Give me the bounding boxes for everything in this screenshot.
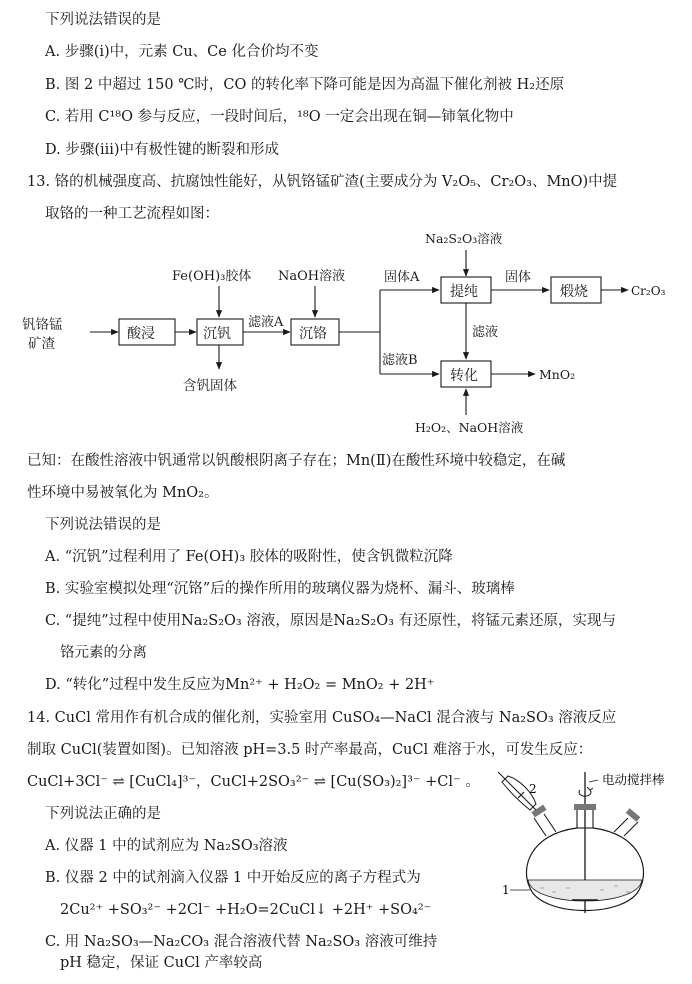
flask-liquid: [528, 880, 642, 901]
flow-mno2-label: MnO₂: [539, 367, 576, 382]
q13-known-line1: 已知：在酸性溶液中钒通常以钒酸根阴离子存在；Mn(Ⅱ)在酸性环境中较稳定，在碱: [27, 453, 566, 469]
q12-option-d: D. 步骤(iii)中有极性键的断裂和形成: [45, 142, 280, 158]
q14-option-b-line1: B. 仪器 2 中的试剂滴入仪器 1 中开始反应的离子方程式为: [45, 870, 421, 886]
flow-convert-label: 转化: [450, 368, 478, 384]
q14-option-c-line1: C. 用 Na₂SO₃—Na₂CO₃ 混合溶液代替 Na₂SO₃ 溶液可维持: [45, 934, 438, 950]
flow-solid-label: 固体: [505, 270, 532, 285]
q13-option-c-line2: 铬元素的分离: [60, 645, 147, 661]
q13-option-d: D. “转化”过程中发生反应为Mn²⁺ + H₂O₂ = MnO₂ + 2H⁺: [45, 677, 435, 693]
flow-solid-a-label: 固体A: [384, 270, 420, 285]
label-1: 1: [502, 883, 510, 897]
q13-known-line2: 性环境中易被氧化为 MnO₂。: [27, 485, 219, 501]
q14-option-c-line2: pH 稳定，保证 CuCl 产率较高: [60, 955, 263, 971]
right-neck: [614, 818, 638, 836]
flow-naoh-label: NaOH溶液: [278, 269, 346, 284]
center-stopper: [574, 804, 596, 810]
flow-calcine-label: 煅烧: [560, 284, 588, 300]
q13-option-c-line1: C. “提纯”过程中使用Na₂S₂O₃ 溶液，原因是Na₂S₂O₃ 有还原性，将锰元素还原，实现与: [45, 613, 617, 629]
flow-v-solid-label: 含钒固体: [183, 378, 237, 394]
q13-text-line2: 取铬的一种工艺流程如图：: [45, 206, 219, 222]
flow-na2s2o3-label: Na₂S₂O₃溶液: [425, 231, 503, 246]
q14-option-a: A. 仪器 1 中的试剂应为 Na₂SO₃溶液: [45, 838, 288, 854]
flow-raw-line1: 钒铬锰: [22, 317, 63, 333]
q12-option-c: C. 若用 C¹⁸O 参与反应，一段时间后，¹⁸O 一定会出现在铜—铈氧化物中: [45, 109, 514, 125]
q13-option-b: B. 实验室模拟处理“沉铬”后的操作所用的玻璃仪器为烧杯、漏斗、玻璃棒: [45, 581, 515, 597]
flow-filtrate-a-label: 滤液A: [248, 315, 284, 330]
q13-stem: 下列说法错误的是: [45, 517, 161, 533]
q13-option-a: A. “沉钒”过程利用了 Fe(OH)₃ 胶体的吸附性，使含钒微粒沉降: [45, 549, 453, 565]
flow-filtrate-b-label: 滤液B: [382, 353, 418, 368]
q14-option-b-line2: 2Cu²⁺ +SO₃²⁻ +2Cl⁻ +H₂O=2CuCl↓ +2H⁺ +SO₄²⁻: [60, 902, 432, 918]
flow-raw-line2: 矿渣: [28, 336, 55, 352]
q12-option-b: B. 图 2 中超过 150 ℃时，CO 的转化率下降可能是因为高温下催化剂被 H₂还原: [45, 77, 565, 93]
q13-process-flowchart: [20, 218, 680, 440]
flow-cr2o3-label: Cr₂O₃: [631, 284, 666, 298]
q14-text-line2: 制取 CuCl(装置如图)。已知溶液 pH=3.5 时产率最高，CuCl 难溶于水，可发生反应：: [27, 742, 593, 758]
q14-text-line3: CuCl+3Cl⁻ ⇌ [CuCl₄]³⁻，CuCl+2SO₃²⁻ ⇌ [Cu(SO₃)₂]³⁻ +Cl⁻ 。: [27, 774, 480, 790]
flow-fe-colloid-label: Fe(OH)₃胶体: [172, 269, 252, 284]
left-neck: [534, 814, 556, 836]
flow-acid-leach-label: 酸浸: [127, 326, 155, 342]
flow-cr-precip-label: 沉铬: [299, 326, 327, 342]
q12-stem: 下列说法错误的是: [45, 12, 161, 28]
q14-apparatus-figure: [490, 768, 692, 926]
q13-text-line1: 13. 铬的机械强度高、抗腐蚀性能好，从钒铬锰矿渣(主要成分为 V₂O₅、Cr₂O₃、MnO)中提: [27, 174, 618, 190]
stirrer-label: 电动搅拌棒: [602, 772, 665, 787]
q14-stem: 下列说法正确的是: [45, 806, 161, 822]
flow-v-precip-label: 沉钒: [203, 326, 231, 342]
q14-text-line1: 14. CuCl 常用作有机合成的催化剂，实验室用 CuSO₄—NaCl 混合液与 Na₂SO₃ 溶液反应: [27, 710, 617, 726]
flow-h2o2-label: H₂O₂、NaOH溶液: [415, 420, 524, 435]
label-2: 2: [529, 782, 537, 796]
flow-purify-label: 提纯: [450, 284, 478, 300]
flow-filtrate-label: 滤液: [472, 325, 499, 340]
q12-option-a: A. 步骤(i)中，元素 Cu、Ce 化合价均不变: [45, 44, 319, 60]
